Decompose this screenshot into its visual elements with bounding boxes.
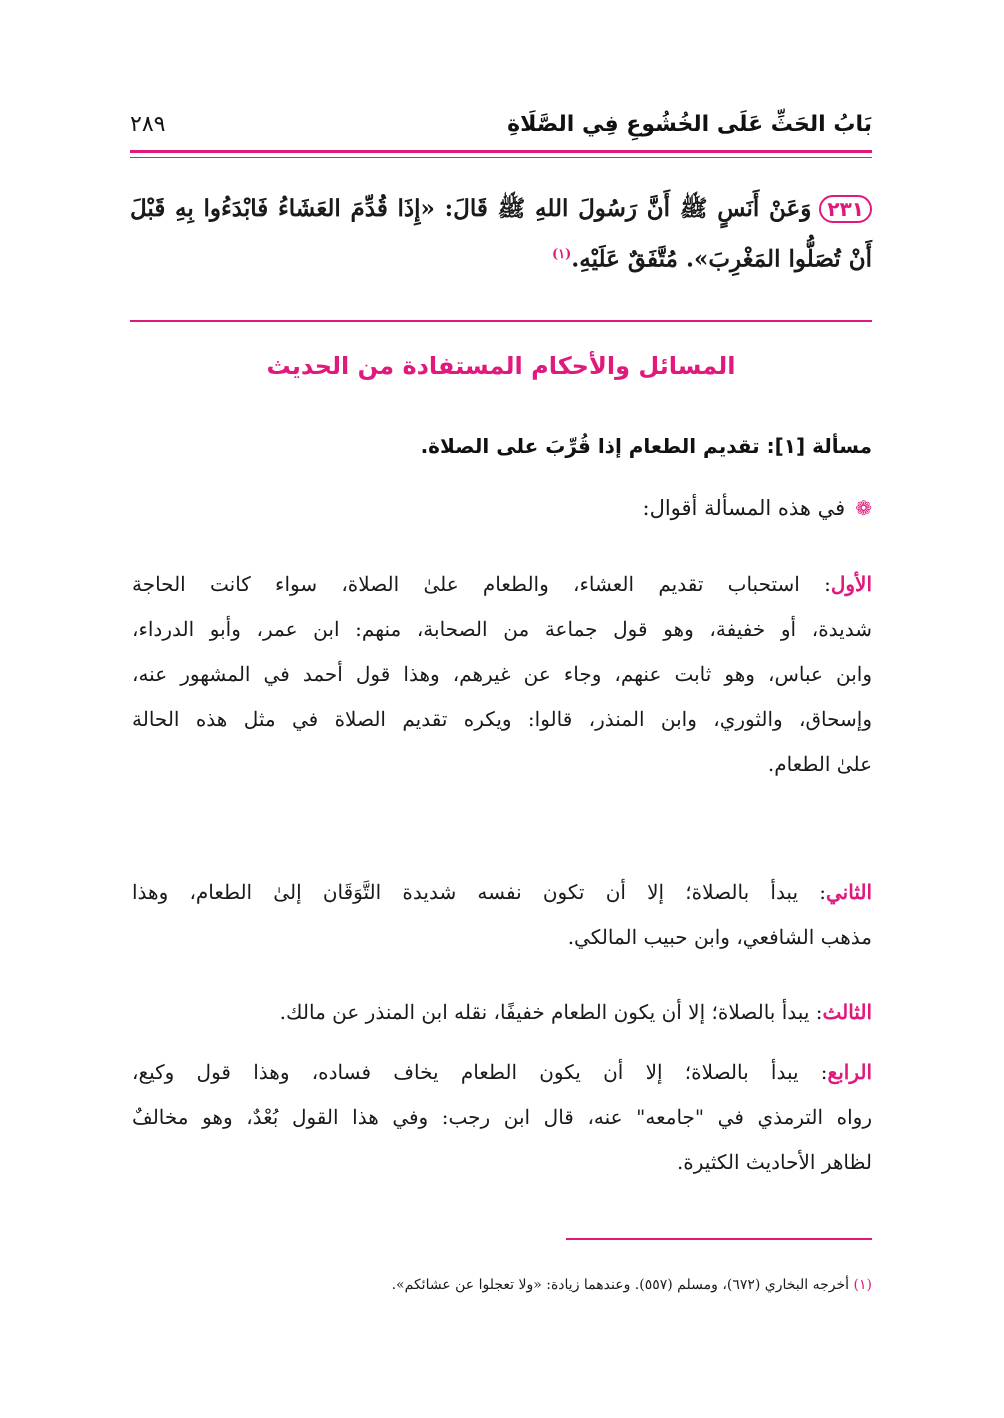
opinion-first-line-2: شديدة، أو خفيفة، وهو قول جماعة من الصحابة، منهم: ابن عمر، وأبو الدرداء، <box>132 617 872 641</box>
opinion-first-label: الأول <box>830 572 872 596</box>
opinion-first-line-3: وابن عباس، وهو ثابت عنهم، وجاء عن غيرهم، وهذا قول أحمد في المشهور عنه، <box>132 662 872 686</box>
footnote-separator <box>566 1238 872 1240</box>
flower-bullet-icon: ❁ <box>855 496 872 520</box>
hadith-line-2-text: أَنْ تُصَلُّوا المَغْرِبَ». مُتَّفَقٌ عَلَيْهِ. <box>571 245 872 273</box>
opinion-fourth-line-2: رواه الترمذي في "جامعه" عنه، قال ابن رجب: وفي هذا القول بُعْدٌ، وهو مخالفٌ <box>132 1105 872 1129</box>
header-rule <box>130 150 872 153</box>
footnote-text: أخرجه البخاري (٦٧٢)، ومسلم (٥٥٧). وعندهما زيادة: «ولا تعجلوا عن عشائكم». <box>391 1277 850 1293</box>
issue-heading: مسألة [١]: تقديم الطعام إذا قُرِّبَ على الصلاة. <box>420 434 872 458</box>
opinion-fourth-line-3: لظاهر الأحاديث الكثيرة. <box>676 1150 872 1174</box>
intro-text: في هذه المسألة أقوال: <box>642 496 846 520</box>
footnote-ref: (١) <box>551 247 572 262</box>
opinion-first <box>132 562 872 787</box>
opinion-third-label: الثالث <box>822 1000 872 1024</box>
opinion-second-line-2: مذهب الشافعي، وابن حبيب المالكي. <box>567 925 872 949</box>
opinion-fourth-label: الرابع <box>827 1060 872 1084</box>
opinion-third-line-1: : يبدأ بالصلاة؛ إلا أن يكون الطعام خفيفًا، نقله ابن المنذر عن مالك. <box>279 1000 823 1024</box>
opinion-fourth-line-1: : يبدأ بالصلاة؛ إلا أن يكون الطعام يخاف فساده، وهذا قول وكيع، <box>132 1060 828 1084</box>
footnote-marker: (١) <box>853 1277 872 1293</box>
opinion-second-line-1: : يبدأ بالصلاة؛ إلا أن تكون نفسه شديدة التَّوَقَان إلىٰ الطعام، وهذا <box>132 880 826 904</box>
hadith-text <box>130 188 872 280</box>
footnote <box>392 1277 872 1293</box>
page-number: ٢٨٩ <box>130 112 166 137</box>
hadith-rule <box>130 320 872 322</box>
running-header <box>130 112 872 146</box>
chapter-title: بَابُ الحَثِّ عَلَى الخُشُوعِ فِي الصَّلَاةِ <box>507 112 872 137</box>
opinion-second <box>132 870 872 960</box>
opinion-first-line-5: علىٰ الطعام. <box>767 752 872 776</box>
opinion-first-line-1: : استحباب تقديم العشاء، والطعام علىٰ الصلاة، سواء كانت الحاجة <box>132 572 831 596</box>
opinion-fourth <box>132 1050 872 1185</box>
hadith-line-2 <box>130 234 872 280</box>
header-rule-thin <box>130 157 872 158</box>
opinion-first-line-4: وإسحاق، والثوري، وابن المنذر، قالوا: ويكره تقديم الصلاة في مثل هذه الحالة <box>132 707 872 731</box>
opinion-second-label: الثاني <box>825 880 872 904</box>
section-title: المسائل والأحكام المستفادة من الحديث <box>266 352 736 380</box>
hadith-line-1-text: وَعَنْ أَنَسٍ ﷺ أَنَّ رَسُولَ اللهِ ﷺ قَالَ: «إِذَا قُدِّمَ العَشَاءُ فَابْدَءُوا بِهِ قَبْلَ <box>130 195 812 222</box>
hadith-line-1 <box>130 188 872 234</box>
intro-line <box>643 496 873 520</box>
hadith-number-badge: ٢٣١ <box>819 195 872 223</box>
opinion-third <box>132 990 872 1035</box>
